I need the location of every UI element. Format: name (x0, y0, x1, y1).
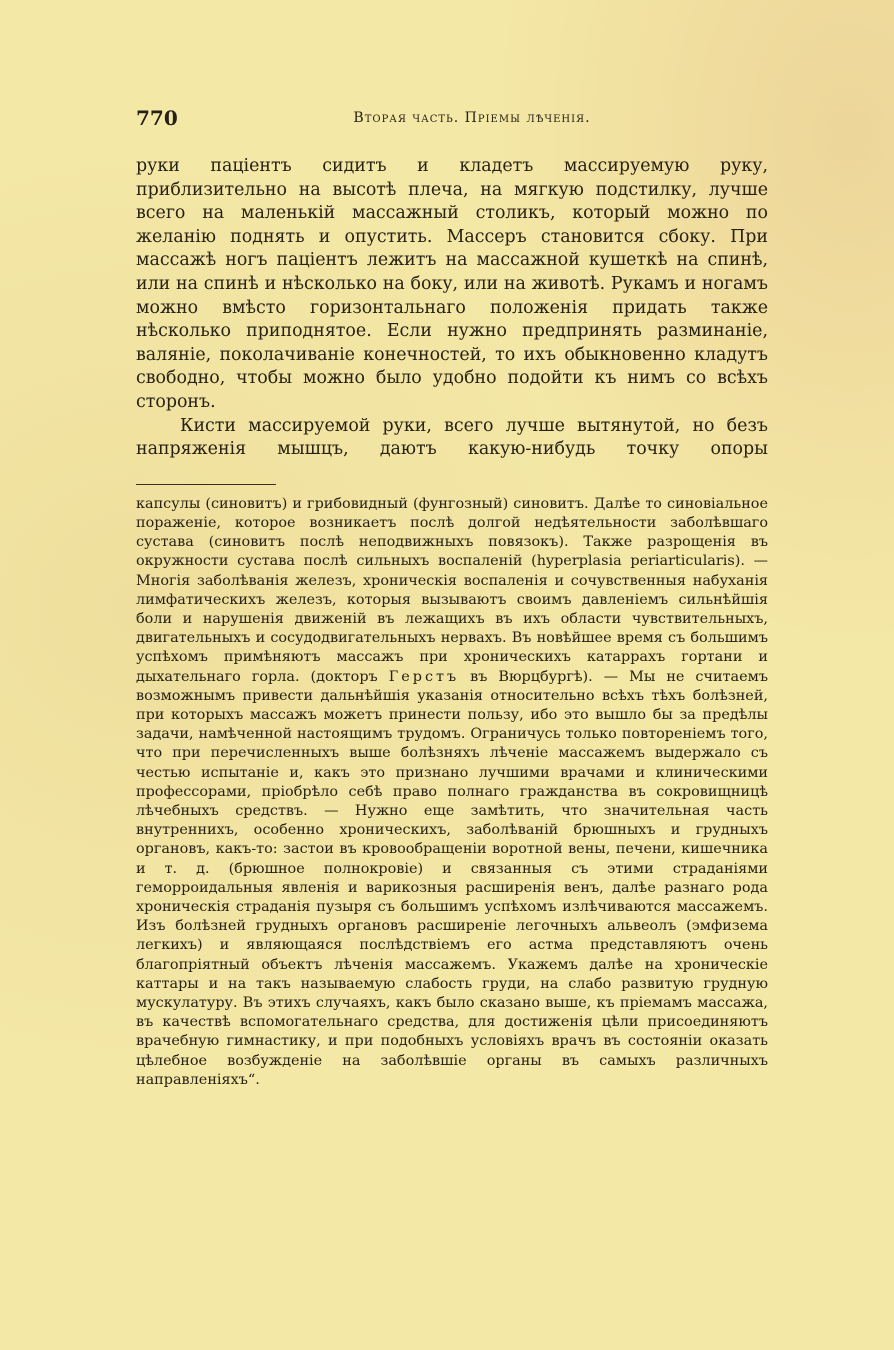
main-text (136, 155, 768, 462)
footnote-paragraph (136, 495, 768, 1090)
footnote-text-part-2: въ Вюрцбургѣ). — Мы не считаемъ возможнымъ привести дальнѣйшія указанія относительно всѣхъ тѣхъ болѣзней, при которыхъ массажъ можетъ принести пользу, ибо это вышло бы за предѣлы задачи, намѣченной настоящимъ трудомъ. Ограничусь только повтореніемъ того, что при перечисленныхъ выше болѣзняхъ лѣченіе массажемъ выдержало съ честью испытаніе и, какъ это признано лучшими врачами и клиническими профессорами, пріобрѣло себѣ право полнаго гражданства въ сокровищницѣ лѣчебныхъ средствъ. — Нужно еще замѣтить, что значительная часть внутреннихъ, особенно хроническихъ, заболѣваній брюшныхъ и грудныхъ органовъ, какъ-то: застои въ кровообращеніи воротной вены, печени, кишечника и т. д. (брюшное полнокровіе) и связанныя съ этими страданіями геморроидальныя явленія и варикозныя расширенія венъ, далѣе разнаго рода хроническія страданія пузыря съ большимъ успѣхомъ излѣчиваются массажемъ. Изъ болѣзней грудныхъ органовъ расширеніе легочныхъ альвеолъ (эмфизема легкихъ) и являющаяся послѣдствіемъ его астма представляютъ очень благопріятный объектъ лѣченія массажемъ. Укажемъ далѣе на хроническіе каттары и на такъ называемую слабость груди, на слабо развитую грудную мускулатуру. Въ этихъ случаяхъ, какъ было сказано выше, къ пріемамъ массажа, въ качествѣ вспомогательнаго средства, для достиженія цѣли присоединяютъ врачебную гимнастику, и при подобныхъ условіяхъ врачъ въ состояніи оказать цѣлебное возбужденіе на заболѣвшіе органы въ самыхъ различныхъ направленіяхъ“. (136, 668, 769, 1088)
page-number: 770 (136, 106, 178, 130)
page-header (136, 100, 768, 140)
footnote-rule (136, 484, 276, 485)
body-paragraph-2: Кисти массируемой руки, всего лучше вытянутой, но безъ напряженія мышцъ, даютъ какую-нибудь точку опоры (136, 415, 768, 460)
footnote-author-name: Герстъ (388, 668, 460, 685)
footnote-text-part-1: капсулы (синовитъ) и грибовидный (фунгозный) синовитъ. Далѣе то синовіальное пораженіе, которое возникаетъ послѣ долгой недѣятельности заболѣвшаго сустава (синовитъ послѣ неподвижныхъ повязокъ). Также разрощенія въ окружности сустава послѣ сильныхъ воспаленій (hyperplasia periarticularis). — Многія заболѣванія железъ, хроническія воспаленія и сочувственныя набуханія лимфатическихъ железъ, которыя вызываютъ своимъ давленіемъ сильнѣйшія боли и нарушенія движеній въ лежащихъ въ ихъ области чувствительныхъ, двигательныхъ и сосудодвигательныхъ нервахъ. Въ новѣйшее время съ большимъ успѣхомъ примѣняютъ массажъ при хроническихъ катаррахъ гортани и дыхательнаго горла. (докторъ (136, 495, 768, 685)
running-head: Вторая часть. Пріемы лѣченія. (353, 110, 591, 126)
body-paragraph-1: руки паціентъ сидитъ и кладетъ массируемую руку, приблизительно на высотѣ плеча, на мягкую подстилку, лучше всего на маленькій массажный столикъ, который можно по желанію поднять и опустить. Массеръ становится сбоку. При массажѣ ногъ паціентъ лежитъ на массажной кушеткѣ на спинѣ, или на спинѣ и нѣсколько на боку, или на животѣ. Рукамъ и ногамъ можно вмѣсто горизонтальнаго положенія придать также нѣсколько приподнятое. Если нужно предпринять разминаніе, валяніе, поколачиваніе конечностей, то ихъ обыкновенно кладутъ свободно, чтобы можно было удобно подойти къ нимъ со всѣхъ сторонъ. (136, 156, 768, 412)
page (136, 100, 768, 1090)
footnote (136, 495, 768, 1090)
